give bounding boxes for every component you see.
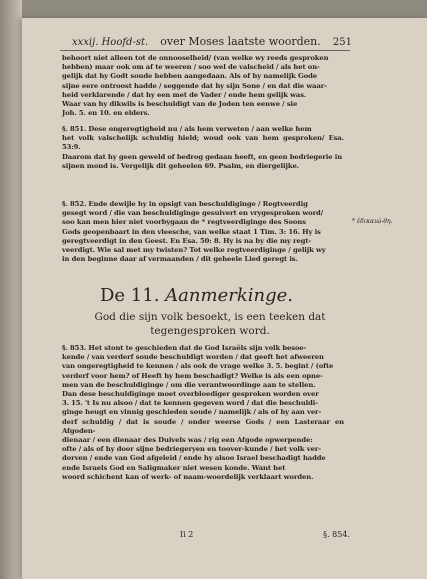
text-line: Dan dese beschuldiginge moet overbloediger gesproken worden over bbox=[62, 390, 319, 399]
margin-note: * ἐδικαιώ-θη. bbox=[352, 218, 393, 225]
text-line: kende / van verderf soude beschuldigt worden / dat geeft het afweeren bbox=[62, 353, 324, 362]
paragraph-1 bbox=[62, 54, 344, 118]
page-number: 251 bbox=[332, 37, 352, 48]
text-line: woord schichent kan of werk- of naam-woordelijk verklaart worden. bbox=[62, 472, 314, 481]
paragraph-853 bbox=[62, 344, 344, 482]
signature-mark: Ii 2 bbox=[180, 530, 194, 539]
text-line: heid verklarende / dat hy een met de Vader / ende hem gelijk was. bbox=[62, 90, 307, 99]
text-line: Daarom dat hy geen geweld of bedrog gedaan heeft, en geen bedriegerie in bbox=[62, 152, 343, 161]
text-line: behoort niet alleen tot de onnooselheid/ (van welke wy reeds gesproken bbox=[62, 54, 329, 62]
text-line: Waar van hy dikwils is beschuldigt van de Joden ten eenwe / sie bbox=[62, 100, 298, 109]
text-line: geregtveerdigt in den Geest. En Esa. 50: 8. Hy is na by die my regt- bbox=[62, 236, 312, 245]
book-gutter bbox=[0, 0, 22, 579]
text-line: Gods geopenbaart in den vleesche, van welke staat 1 Tim. 3: 16. Hy is bbox=[62, 227, 321, 236]
text-line: ofte / als of hy door sijne bedriegeryen en toover-kunde / het volk ver- bbox=[62, 445, 322, 454]
subheading-line: tegengesproken word. bbox=[150, 325, 270, 337]
text-line: §. 851. Dese ongeregtigheid nu / als hem verweten / aan welke hem bbox=[62, 125, 312, 133]
heading-title: Aanmerkinge. bbox=[165, 285, 293, 306]
page-footer bbox=[180, 530, 350, 539]
section-subheading bbox=[70, 310, 350, 338]
text-line: soo kan men hier niet voorbygaan de * regtveerdiginge des Soons bbox=[62, 218, 306, 227]
text-line: sijne eere ontroost hadde / seggende dat hy sijn Sone / en dat die waar- bbox=[62, 81, 327, 90]
section-heading bbox=[100, 285, 293, 306]
paragraph-852 bbox=[62, 200, 344, 264]
text-line: dienaar / een dienaar des Duivels was / rig een Afgode opwerpende: bbox=[62, 436, 313, 445]
text-line: §. 852. Ende dewijle hy in opsigt van beschuldiginge / Regtveerdig bbox=[62, 200, 308, 208]
text-line: Joh. 5. en 10. en elders. bbox=[62, 109, 150, 118]
text-line: het volk valschelijk schuldig hield; woud ook van hem gesproken/ Esa. 53:9. bbox=[62, 134, 344, 152]
page-title: over Moses laatste woorden. bbox=[160, 35, 321, 48]
text-line: derf schuldig / dat is soude / onder weerse Gods / een Lasteraar en Afgoden- bbox=[62, 417, 344, 435]
subheading-line: God die sijn volk besoekt, is een teeken dat bbox=[94, 311, 326, 323]
text-line: men van de beschuldiginge / om die verantwoordinge aan te stellen. bbox=[62, 380, 316, 389]
text-line: 3. 15. 't Is nu alsoo / dat te kennen gegeven word / dat die beschuldi- bbox=[62, 399, 318, 408]
text-line: veerdigt. Wie sal met my twisten? Tot welke regtveerdiginge / gelijk wy bbox=[62, 246, 326, 255]
catchword: §. 854. bbox=[323, 530, 350, 539]
text-line: ende Israels God en Saligmaker niet wesen konde. Want het bbox=[62, 463, 286, 472]
chapter-ref: xxxij. Hoofd-st. bbox=[72, 37, 149, 48]
text-line: §. 853. Het stont te geschieden dat de God Israëls sijn volk besoe- bbox=[62, 344, 307, 352]
paragraph-851 bbox=[62, 125, 344, 171]
text-line: sijnen mond is. Vergelijk dit geheelen 69. Psalm, en diergelijke. bbox=[62, 161, 299, 170]
text-line: hebben) maar ook om af te weeren / soo wel de valscheid / als het on- bbox=[62, 63, 320, 72]
running-header bbox=[72, 35, 352, 48]
text-line: dorven / ende van God afgeleid / ende hy alsoo Israel beschadigt hadde bbox=[62, 454, 326, 463]
heading-number: De 11. bbox=[100, 285, 160, 306]
text-line: gelijk dat hy Godt soude hebben aangedaan. Als of hy namelijk Gode bbox=[62, 72, 318, 81]
text-line: in den beginne daar af vermaanden / dit geheele Lied geregt is. bbox=[62, 255, 298, 264]
text-line: verderf voor hem? of Heeft hy hem beschadigt? Welke is als een opne- bbox=[62, 371, 323, 380]
text-line: ginge heugt en vinnig geschieden soude / namelijk / als of hy aan ver- bbox=[62, 408, 322, 417]
text-line: gesegt word / die van beschuldiginge gesuivert en vrygesproken word/ bbox=[62, 209, 324, 218]
header-rule bbox=[60, 50, 350, 51]
text-line: van ongeregtigheid te kennen / als ook de vrage welke 3. 5. begint / (ofte bbox=[62, 362, 334, 371]
